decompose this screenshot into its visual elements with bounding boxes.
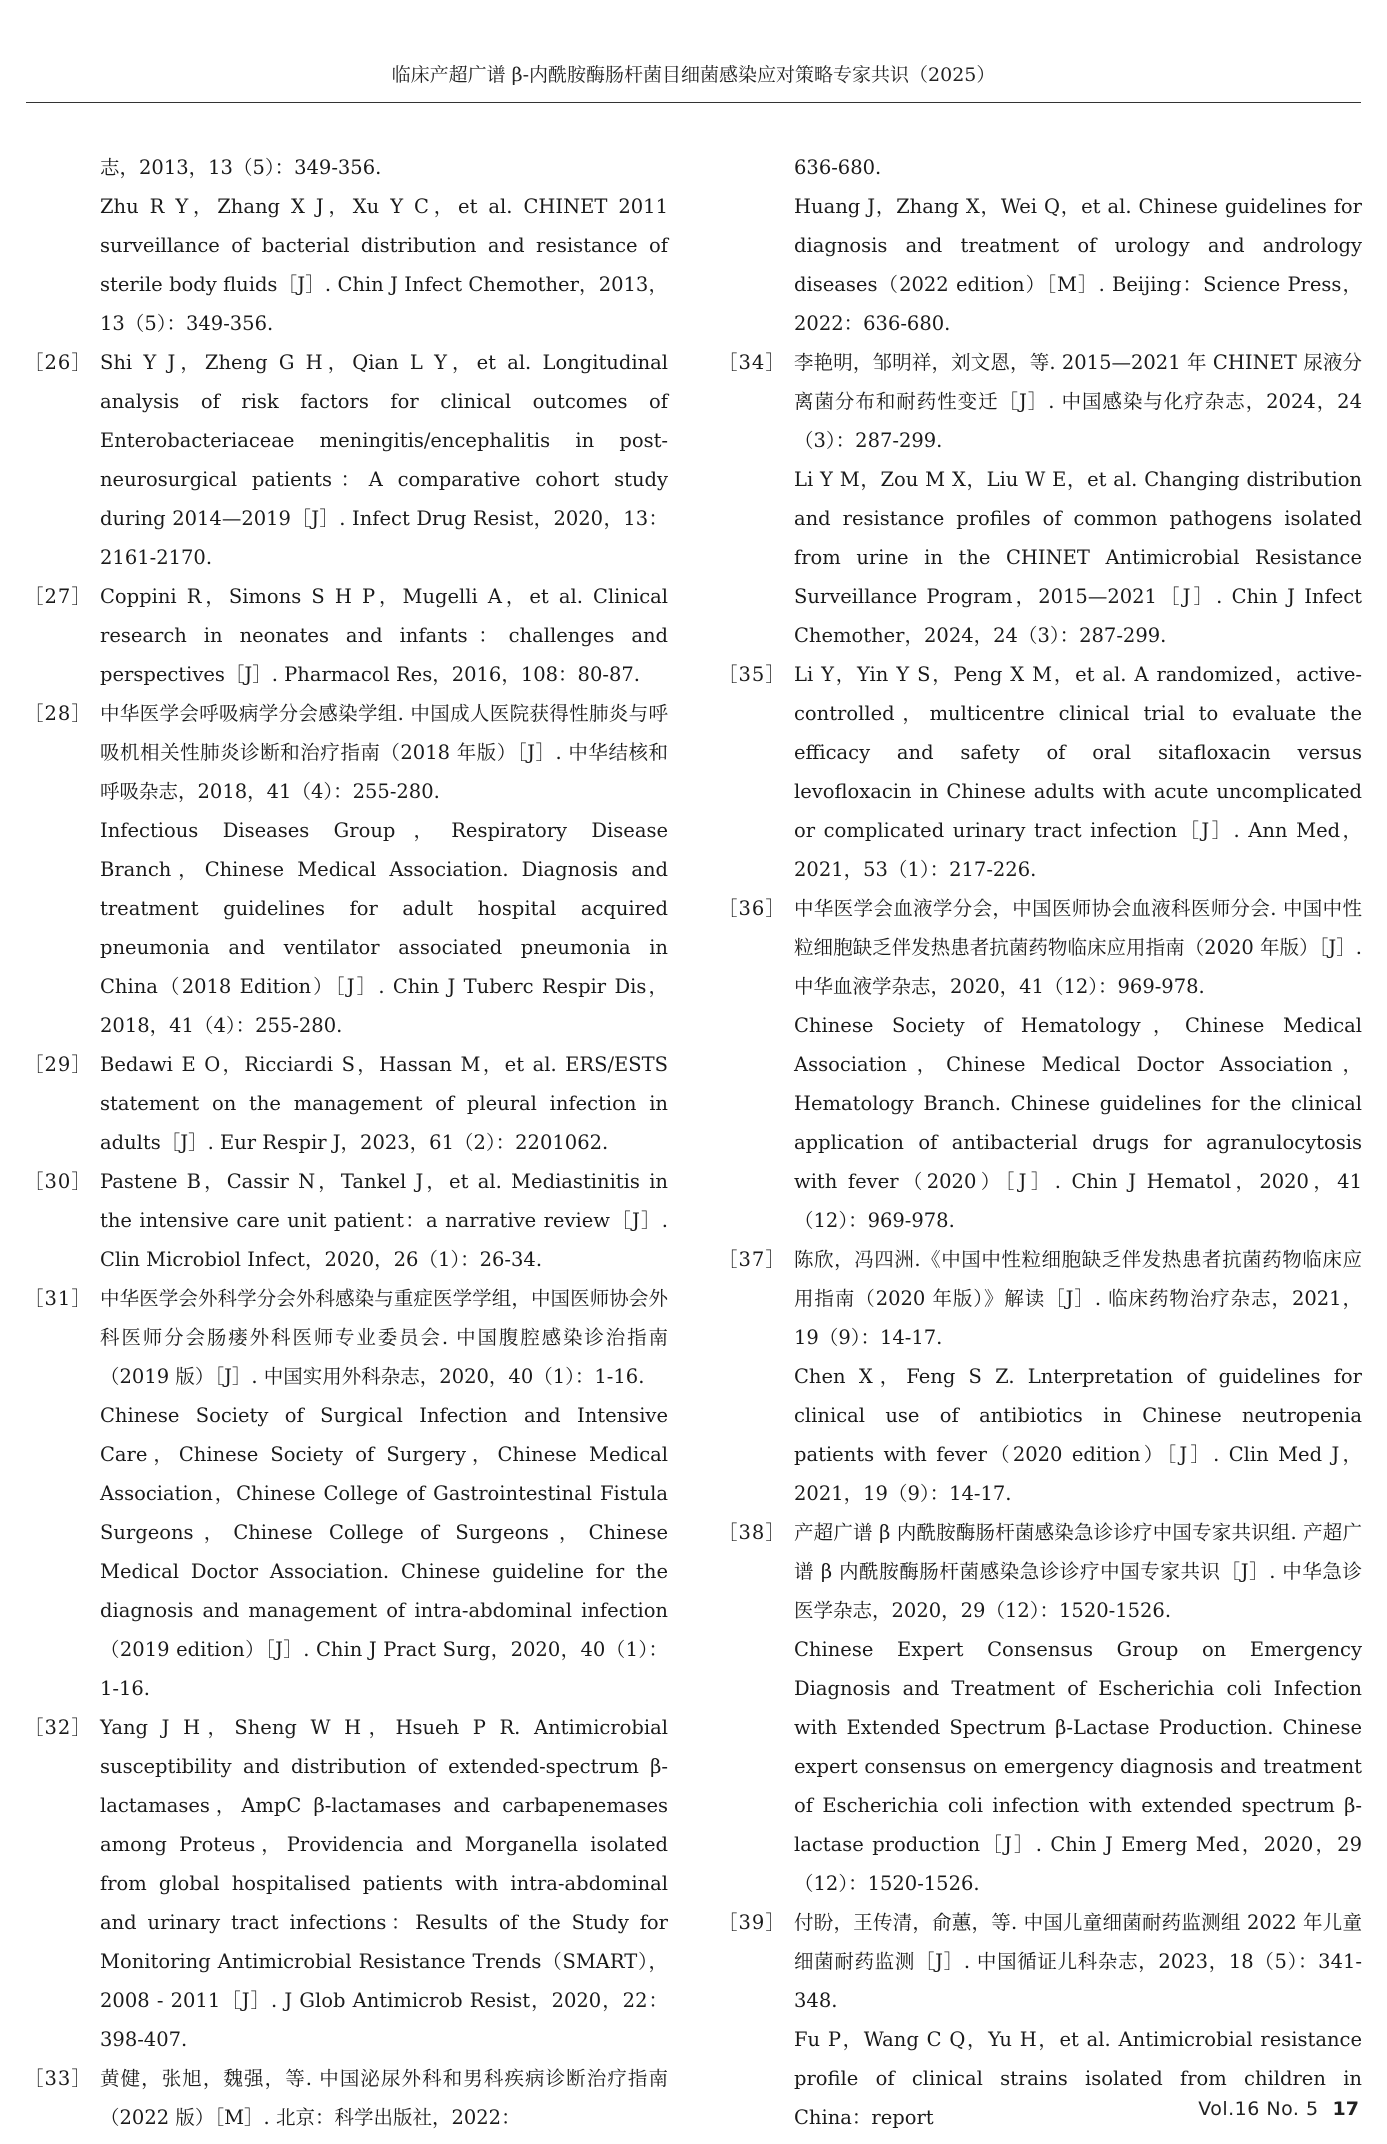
reference-text: Fu P，Wang C Q，Yu H，et al. Antimicrobial resistance profile of clinical strains isolated from children in China：report <box>794 2028 1362 2129</box>
reference-entry <box>718 1513 1362 1903</box>
right-column <box>718 148 1362 2137</box>
reference-text: 产超广谱 β 内酰胺酶肠杆菌感染急诊诊疗中国专家共识组. 产超广谱 β 内酰胺酶肠杆菌感染急诊诊疗中国专家共识［J］. 中华急诊医学杂志，2020，29（12）：1520-1526. <box>794 1521 1362 1622</box>
reference-text: Pastene B，Cassir N，Tankel J，et al. Mediastinitis in the intensive care unit patient：a narrative review［J］. Clin Microbiol Infect，2020，26（1）：26-34. <box>100 1170 668 1271</box>
reference-text: Bedawi E O，Ricciardi S，Hassan M，et al. ERS/ESTS statement on the management of pleural infection in adults［J］. Eur Respir J，2023，61（2）：2201062. <box>100 1053 668 1154</box>
reference-entry <box>24 1162 668 1279</box>
reference-number: ［39］ <box>718 1911 786 1934</box>
reference-entry <box>24 2059 668 2137</box>
reference-text: Zhu R Y，Zhang X J，Xu Y C，et al. CHINET 2011 surveillance of bacterial distribution and resistance of sterile body fluids［J］. Chin J Infect Chemother，2013，13（5）：349-356. <box>100 195 668 335</box>
header-rule <box>26 102 1361 103</box>
reference-text: Chinese Expert Consensus Group on Emergency Diagnosis and Treatment of Escherichia coli Infection with Extended Spectrum β-Lactase Production. Chinese expert consensus on emergency diagnosis and treatment of Escherichia coli infection with extended spectrum β-lactase production［J］. Chin J Emerg Med，2020，29（12）：1520-1526. <box>794 1638 1362 1895</box>
reference-text: 志，2013，13（5）：349-356. <box>100 156 382 179</box>
reference-text: Li Y M，Zou M X，Liu W E，et al. Changing distribution and resistance profiles of common pathogens isolated from urine in the CHINET Antimicrobial Resistance Surveillance Program，2015—2021［J］. Chin J Infect Chemother，2024，24（3）：287-299. <box>794 468 1362 647</box>
reference-number: ［28］ <box>24 702 92 725</box>
reference-entry <box>24 343 668 577</box>
reference-entry <box>24 694 668 1045</box>
reference-text: Shi Y J，Zheng G H，Qian L Y，et al. Longitudinal analysis of risk factors for clinical outcomes of Enterobacteriaceae meningitis/encephalitis in post-neurosurgical patients：A comparative cohort study during 2014—2019［J］. Infect Drug Resist，2020，13：2161-2170. <box>100 351 668 569</box>
reference-text: 付盼，王传清，俞蕙，等. 中国儿童细菌耐药监测组 2022 年儿童细菌耐药监测［J］. 中国循证儿科杂志，2023，18（5）：341-348. <box>794 1911 1362 2012</box>
reference-entry <box>718 889 1362 1240</box>
reference-number: ［27］ <box>24 585 92 608</box>
reference-number: ［31］ <box>24 1287 92 1310</box>
page-footer <box>1198 2098 1359 2120</box>
reference-number: ［36］ <box>718 897 786 920</box>
reference-text: 陈欣，冯四洲.《中国中性粒细胞缺乏伴发热患者抗菌药物临床应用指南（2020 年版）》解读［J］. 临床药物治疗杂志，2021，19（9）：14-17. <box>794 1248 1362 1349</box>
reference-entry <box>718 1240 1362 1513</box>
reference-text: 636-680. <box>794 156 882 179</box>
reference-text: Li Y，Yin Y S，Peng X M，et al. A randomized，active-controlled，multicentre clinical trial to evaluate the efficacy and safety of oral sitafloxacin versus levofloxacin in Chinese adults with acute uncomplicated or complicated urinary tract infection［J］. Ann Med，2021，53（1）：217-226. <box>794 663 1362 881</box>
reference-number: ［32］ <box>24 1716 92 1739</box>
reference-number: ［29］ <box>24 1053 92 1076</box>
reference-number: ［38］ <box>718 1521 786 1544</box>
reference-entry <box>24 577 668 694</box>
reference-text: 黄健，张旭，魏强，等. 中国泌尿外科和男科疾病诊断治疗指南（2022 版）［M］. 北京：科学出版社，2022： <box>100 2067 668 2129</box>
left-column <box>24 148 668 2137</box>
reference-text: Chen X，Feng S Z. Lnterpretation of guidelines for clinical use of antibiotics in Chinese neutropenia patients with fever（2020 edition）［J］. Clin Med J，2021，19（9）：14-17. <box>794 1365 1362 1505</box>
reference-number: ［35］ <box>718 663 786 686</box>
reference-text: 中华医学会呼吸病学分会感染学组. 中国成人医院获得性肺炎与呼吸机相关性肺炎诊断和治疗指南（2018 年版）［J］. 中华结核和呼吸杂志，2018，41（4）：255-280. <box>100 702 668 803</box>
reference-entry <box>718 343 1362 655</box>
reference-text: 李艳明，邹明祥，刘文恩，等. 2015—2021 年 CHINET 尿液分离菌分布和耐药性变迁［J］. 中国感染与化疗杂志，2024，24（3）：287-299. <box>794 351 1362 452</box>
reference-entry <box>24 1045 668 1162</box>
reference-text: Yang J H，Sheng W H，Hsueh P R. Antimicrobial susceptibility and distribution of extended-spectrum β-lactamases，AmpC β-lactamases and carbapenemases among Proteus，Providencia and Morganella isolated from global hospitalised patients with intra-abdominal and urinary tract infections：Results of the Study for Monitoring Antimicrobial Resistance Trends（SMART），2008 - 2011［J］. J Glob Antimicrob Resist，2020，22：398-407. <box>100 1716 668 2051</box>
reference-entry <box>24 148 668 343</box>
reference-text: Chinese Society of Hematology，Chinese Medical Association，Chinese Medical Doctor Association，Hematology Branch. Chinese guidelines for the clinical application of antibacterial drugs for agranulocytosis with fever（2020）［J］. Chin J Hematol，2020，41（12）：969-978. <box>794 1014 1362 1232</box>
reference-text: Coppini R，Simons S H P，Mugelli A，et al. Clinical research in neonates and infants：challenges and perspectives［J］. Pharmacol Res，2016，108：80-87. <box>100 585 668 686</box>
volume-issue: Vol.16 No. 5 <box>1198 2098 1319 2120</box>
reference-entry <box>718 148 1362 343</box>
reference-entry <box>718 655 1362 889</box>
reference-entry <box>24 1279 668 1708</box>
reference-number: ［37］ <box>718 1248 786 1271</box>
reference-text: 中华医学会血液学分会，中国医师协会血液科医师分会. 中国中性粒细胞缺乏伴发热患者抗菌药物临床应用指南（2020 年版）［J］. 中华血液学杂志，2020，41（12）：969-978. <box>794 897 1362 998</box>
page-number: 17 <box>1332 2098 1359 2120</box>
reference-entry <box>24 1708 668 2059</box>
reference-text: Chinese Society of Surgical Infection and Intensive Care，Chinese Society of Surgery，Chinese Medical Association，Chinese College of Gastrointestinal Fistula Surgeons，Chinese College of Surgeons，Chinese Medical Doctor Association. Chinese guideline for the diagnosis and management of intra-abdominal infection（2019 edition）［J］. Chin J Pract Surg，2020，40（1）：1-16. <box>100 1404 668 1700</box>
running-header: 临床产超广谱 β-内酰胺酶肠杆菌目细菌感染应对策略专家共识（2025） <box>391 64 996 86</box>
reference-text: 中华医学会外科学分会外科感染与重症医学学组，中国医师协会外科医师分会肠瘘外科医师专业委员会. 中国腹腔感染诊治指南（2019 版）［J］. 中国实用外科杂志，2020，40（1）：1-16. <box>100 1287 668 1388</box>
reference-text: Huang J，Zhang X，Wei Q，et al. Chinese guidelines for diagnosis and treatment of urology and andrology diseases（2022 edition）［M］. Beijing：Science Press，2022：636-680. <box>794 195 1362 335</box>
reference-text: Infectious Diseases Group，Respiratory Disease Branch，Chinese Medical Association. Diagnosis and treatment guidelines for adult hospital acquired pneumonia and ventilator associated pneumonia in China（2018 Edition）［J］. Chin J Tuberc Respir Dis，2018，41（4）：255-280. <box>100 819 668 1037</box>
reference-number: ［26］ <box>24 351 92 374</box>
reference-number: ［30］ <box>24 1170 92 1193</box>
reference-number: ［33］ <box>24 2067 92 2090</box>
reference-number: ［34］ <box>718 351 786 374</box>
